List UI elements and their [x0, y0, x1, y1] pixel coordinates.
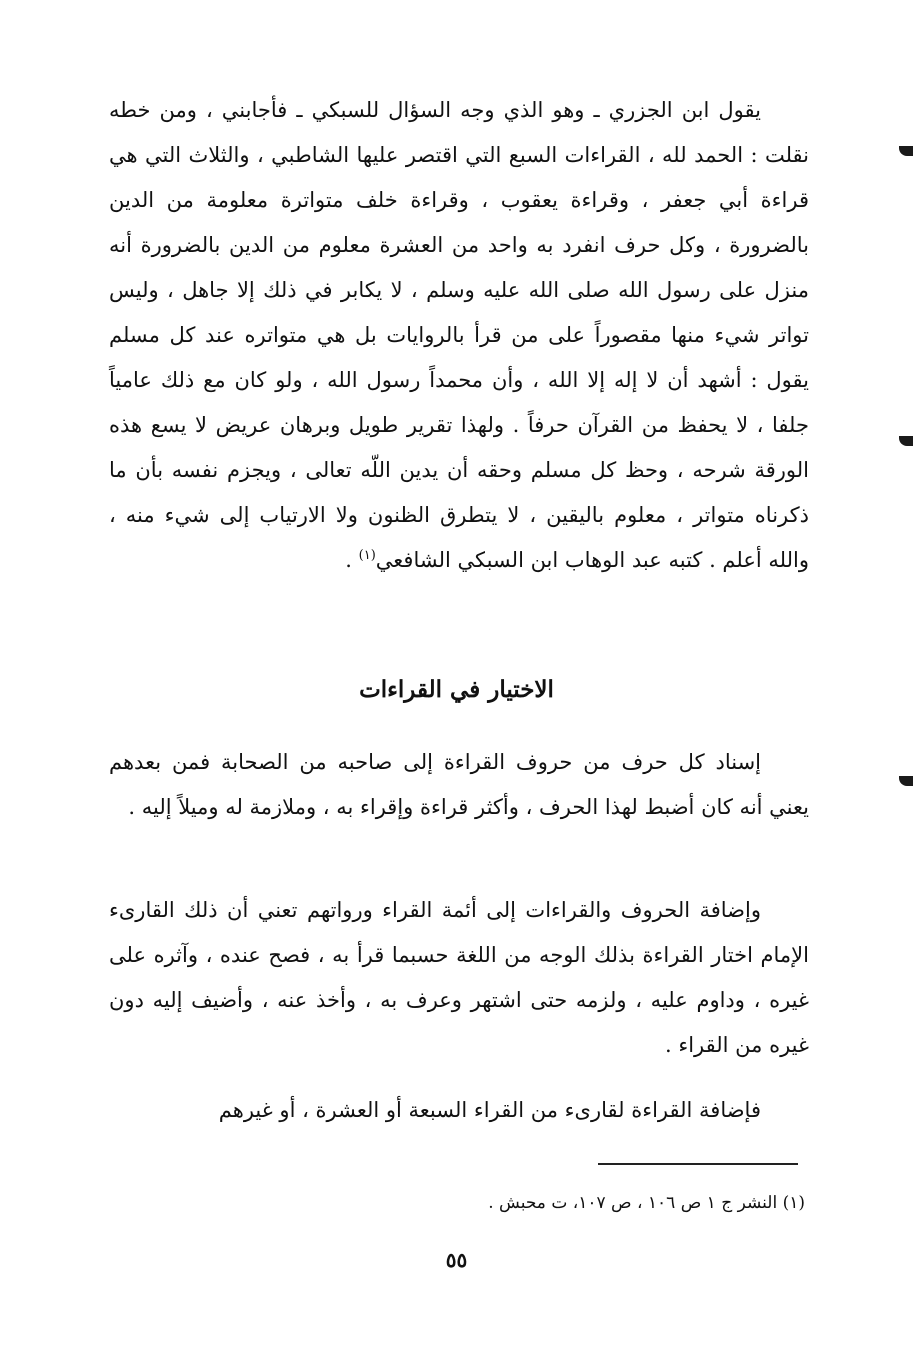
margin-mark	[899, 146, 913, 156]
paragraph-isnad	[109, 740, 809, 830]
margin-mark	[899, 776, 913, 786]
section-heading: الاختيار في القراءات	[359, 676, 554, 703]
sentence-end: .	[345, 548, 359, 572]
paragraph-text: إسناد كل حرف من حروف القراءة إلى صاحبه من الصحابة فمن بعدهم يعني أنه كان أضبط لهذا الحرف ، وأكثر قراءة وإقراء به ، وملازمة له وميلاً إليه .	[109, 750, 809, 819]
paragraph-text: يقول ابن الجزري ـ وهو الذي وجه السؤال للسبكي ـ فأجابني ، ومن خطه نقلت : الحمد لله ، القراءات السبع التي اقتصر عليها الشاطبي ، والثلاث التي هي قراءة أبي جعفر ، وقراءة يعقوب ، وقراءة خلف متواترة معلومة من الدين بالضرورة ، وكل حرف انفرد به واحد من العشرة معلوم من الدين بالضرورة أنه منزل على رسول الله صلى الله عليه وسلم ، لا يكابر في ذلك إلا جاهل ، وليس تواتر شيء منها مقصوراً على من قرأ بالروايات بل هي متواتره عند كل مسلم يقول : أشهد أن لا إله إلا الله ، وأن محمداً رسول الله ، ولو كان مع ذلك عامياً جلفا ، لا يحفظ من القرآن حرفاً . ولهذا تقرير طويل وبرهان عريض لا يسع هذه الورقة شرحه ، وحظ كل مسلم وحقه أن يدين اللّه تعالى ، ويجزم نفسه بأن ما ذكرناه متواتر ، معلوم باليقين ، لا يتطرق الظنون ولا الارتياب إلى شيء منه ، والله أعلم . كتبه عبد الوهاب ابن السبكي الشافعي	[109, 98, 809, 572]
footnote: (١) النشر ج ١ ص ١٠٦ ، ص ١٠٧، ت محبش .	[488, 1193, 805, 1213]
paragraph-ibn-jazari-quote	[109, 88, 809, 583]
footnote-marker: (١)	[358, 548, 376, 563]
paragraph-text: فإضافة القراءة لقارىء من القراء السبعة أو العشرة ، أو غيرهم	[218, 1098, 761, 1122]
paragraph-idafa	[109, 888, 809, 1068]
footnote-divider	[598, 1163, 798, 1165]
paragraph-idafa-qari	[109, 1088, 809, 1133]
margin-mark	[899, 436, 913, 446]
page-number: ٥٥	[445, 1248, 468, 1272]
paragraph-text: وإضافة الحروف والقراءات إلى أئمة القراء ورواتهم تعني أن ذلك القارىء الإمام اختار القراءة بذلك الوجه من اللغة حسبما قرأ به ، فصح عنده ، وآثره على غيره ، وداوم عليه ، ولزمه حتى اشتهر وعرف به ، وأخذ عنه ، وأضيف إليه دون غيره من القراء .	[109, 898, 809, 1057]
